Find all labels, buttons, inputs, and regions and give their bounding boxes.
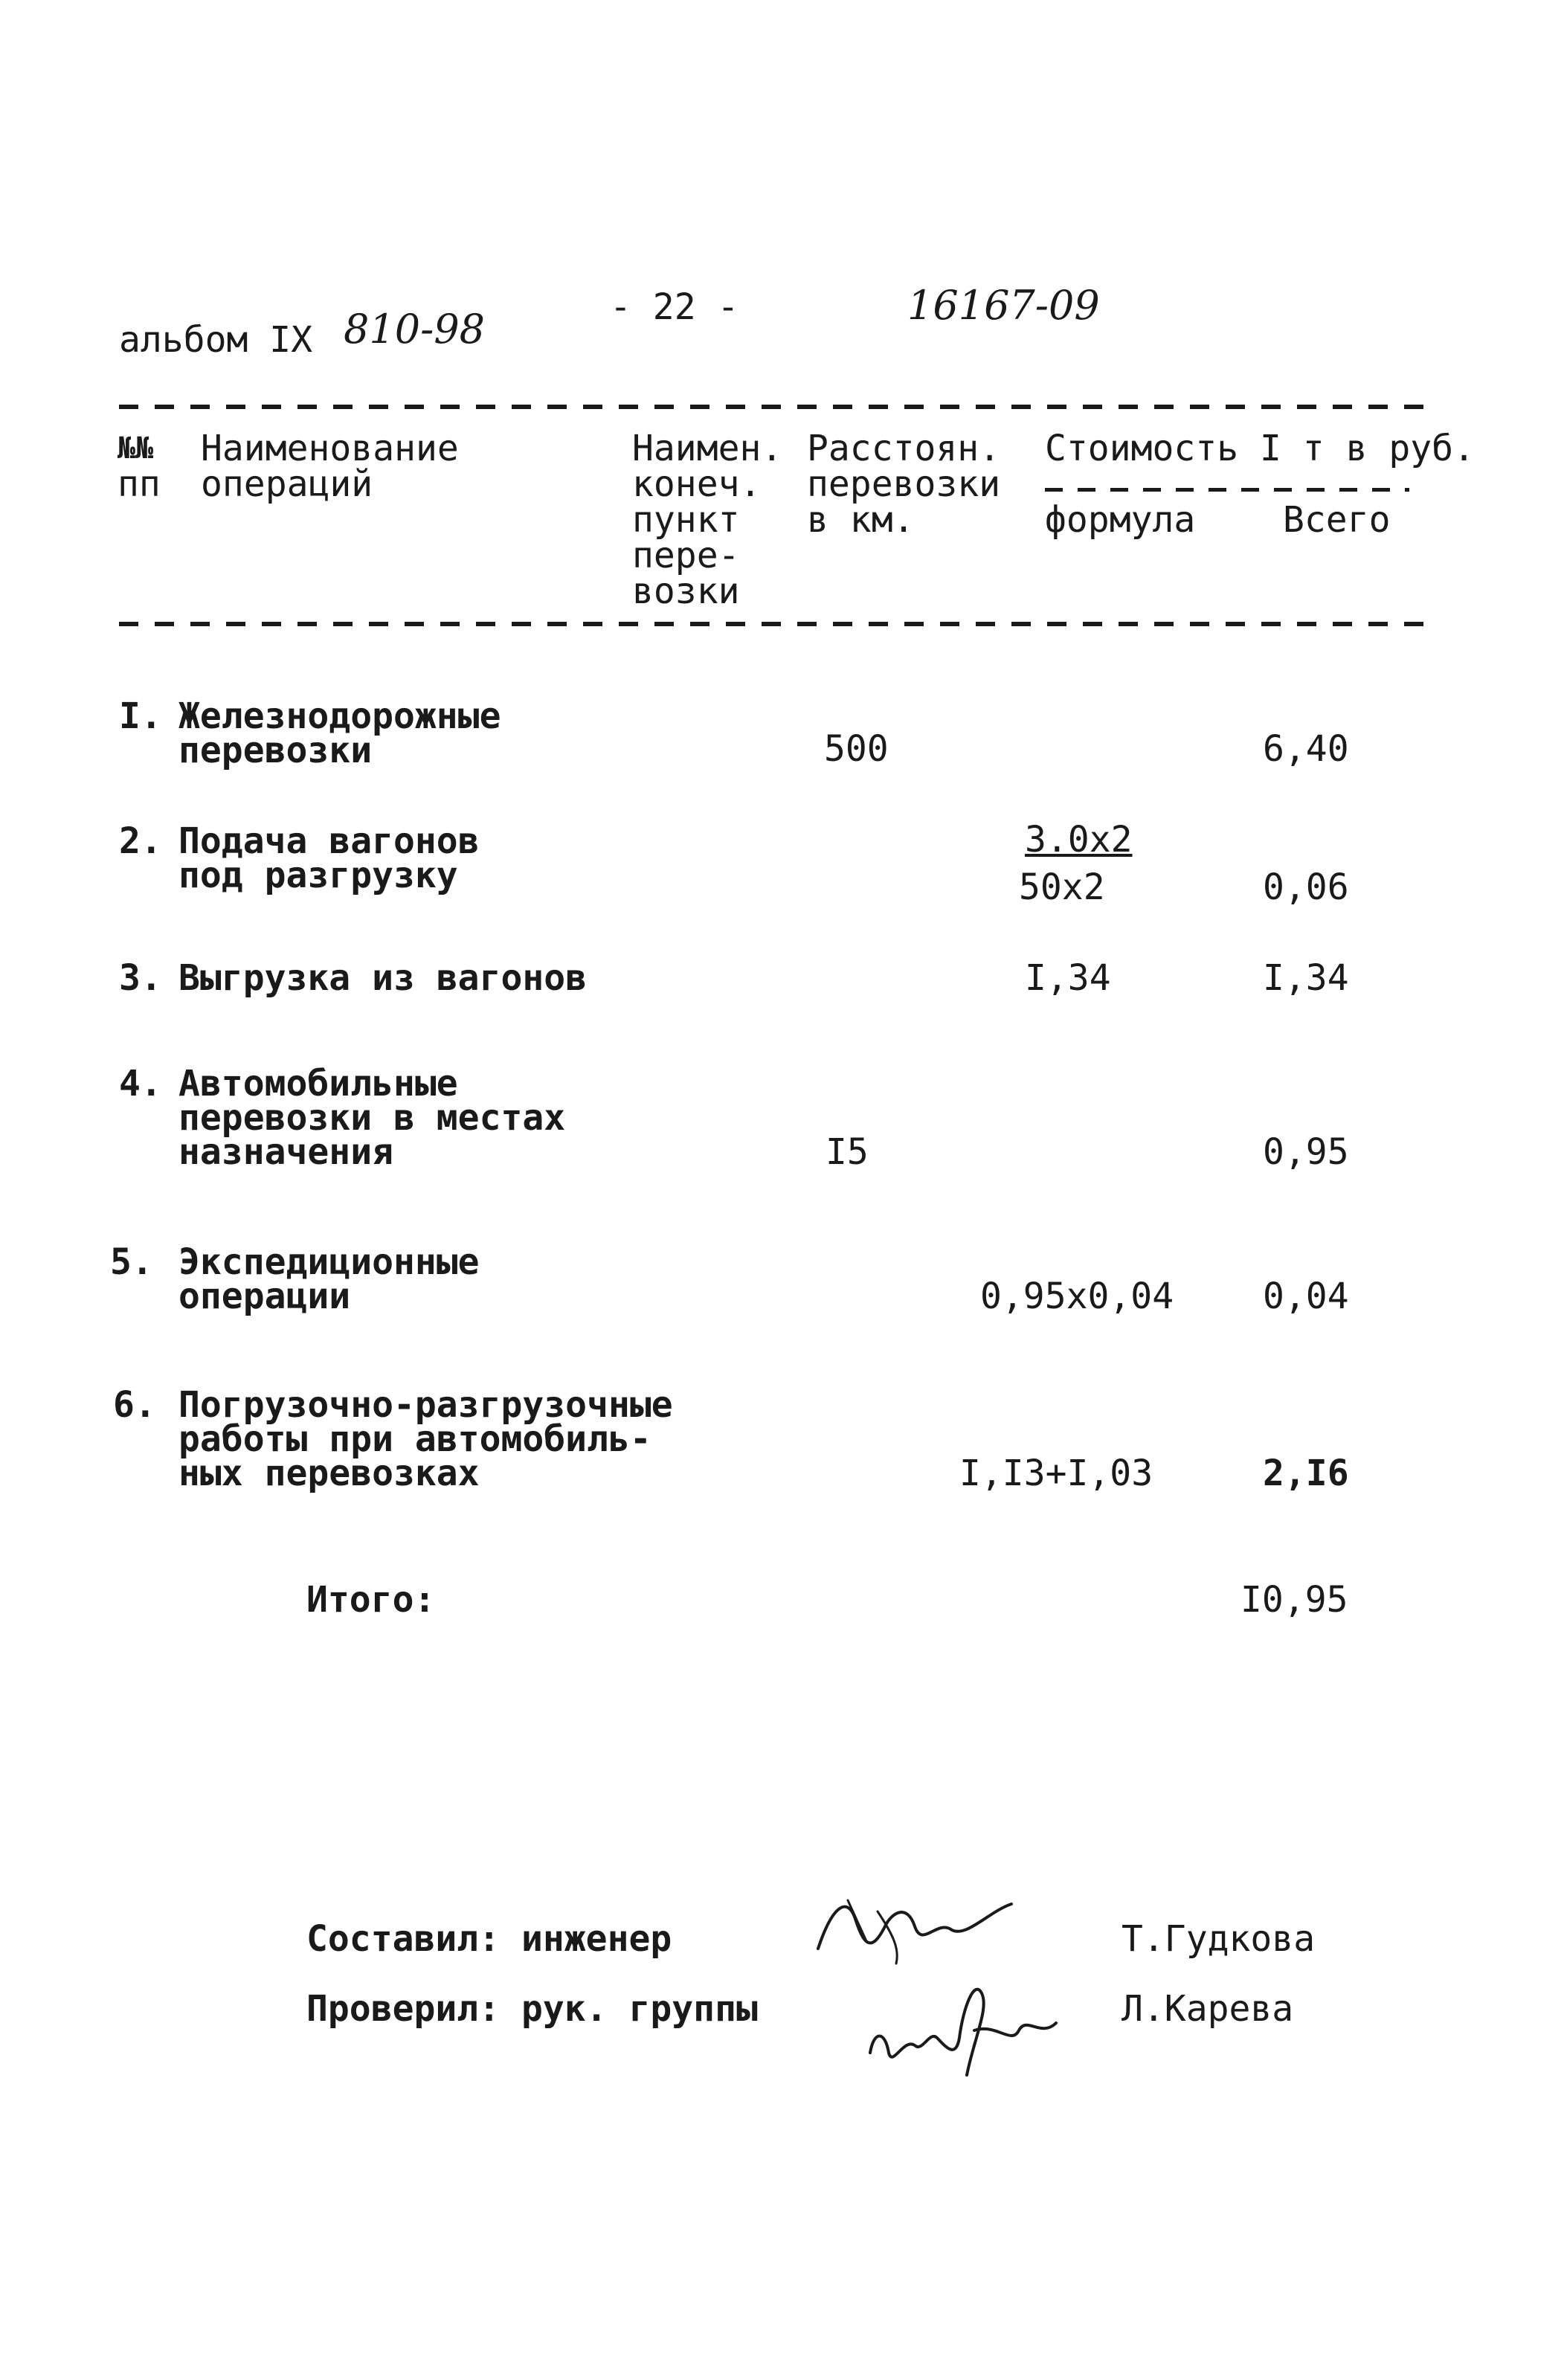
row-total: I,34 <box>1263 957 1349 999</box>
row-name-line1: Погрузочно-разгрузочные <box>178 1384 673 1426</box>
row-total: 6,40 <box>1263 728 1349 770</box>
row-name-line1: Автомобильные <box>178 1063 458 1104</box>
row-num: 5. <box>110 1241 153 1283</box>
row-formula-denominator: 50x2 <box>1019 866 1105 908</box>
row-formula-numerator: 3.0x2 <box>1025 819 1133 861</box>
row-name-line3: ных перевозках <box>178 1453 480 1494</box>
col-dest-line5: возки <box>632 570 740 612</box>
album-label: альбом IX <box>119 319 313 361</box>
col-dest-line3: пункт <box>632 499 740 541</box>
col-dest-line1: Наимен. <box>632 428 783 469</box>
total-label: Итого: <box>306 1579 436 1621</box>
row-total: 0,04 <box>1263 1276 1349 1317</box>
row-name-line1: Железнодорожные <box>178 695 501 737</box>
row-name-line2: под разгрузку <box>178 855 458 896</box>
checked-label: Проверил: рук. группы <box>306 1988 758 2030</box>
doc-code-handwritten: 16167-09 <box>907 282 1100 329</box>
row-formula: I,I3+I,03 <box>959 1453 1153 1494</box>
col-dist-line3: в км. <box>807 499 915 541</box>
row-name-line1: Выгрузка из вагонов <box>178 957 588 999</box>
row-distance: I5 <box>826 1131 869 1173</box>
col-name-line1: Наименование <box>201 428 459 469</box>
handwritten-signature-1 <box>803 1889 1026 1971</box>
row-num: 2. <box>119 820 162 862</box>
row-distance: 500 <box>824 728 889 770</box>
page-number: - 22 - <box>610 286 739 328</box>
row-formula: 0,95x0,04 <box>980 1276 1174 1317</box>
checked-name: Л.Карева <box>1121 1988 1294 2030</box>
compiled-name: Т.Гудкова <box>1121 1918 1316 1960</box>
row-num: 6. <box>113 1384 156 1426</box>
col-name-line2: операций <box>201 463 373 505</box>
row-total: 0,06 <box>1263 866 1349 908</box>
row-name-line1: Подача вагонов <box>178 820 480 862</box>
row-total: 0,95 <box>1263 1131 1349 1173</box>
row-num: 4. <box>119 1063 162 1104</box>
row-num: I. <box>119 695 162 737</box>
header-bottom-rule <box>119 622 1435 626</box>
col-dest-line2: конеч. <box>632 463 762 505</box>
row-name-line2: перевозки в местах <box>178 1097 566 1139</box>
col-dist-line1: Расстоян. <box>807 428 1001 469</box>
col-cost: Стоимость I т в руб. <box>1045 428 1475 469</box>
row-name-line2: работы при автомобиль- <box>178 1418 651 1460</box>
col-dist-line2: перевозки <box>807 463 1001 505</box>
row-name-line1: Экспедиционные <box>178 1241 480 1283</box>
row-name-line2: перевозки <box>178 730 373 771</box>
row-formula: I,34 <box>1025 957 1111 999</box>
total-value: I0,95 <box>1240 1579 1348 1621</box>
cost-subheader-rule <box>1045 488 1409 492</box>
col-dest-line4: пере- <box>632 535 740 576</box>
row-name-line2: операции <box>178 1276 351 1317</box>
handwritten-signature-2 <box>863 1964 1071 2090</box>
col-formula: формула <box>1045 499 1196 541</box>
row-num: 3. <box>119 957 162 999</box>
row-total: 2,I6 <box>1263 1453 1349 1494</box>
album-number-handwritten: 810-98 <box>344 306 486 353</box>
col-total: Всего <box>1283 499 1391 541</box>
row-name-line3: назначения <box>178 1131 393 1173</box>
header-top-rule <box>119 405 1435 409</box>
col-num-line1: №№ <box>118 431 154 466</box>
col-num-line2: пп <box>118 463 161 505</box>
compiled-label: Составил: инженер <box>306 1918 672 1960</box>
